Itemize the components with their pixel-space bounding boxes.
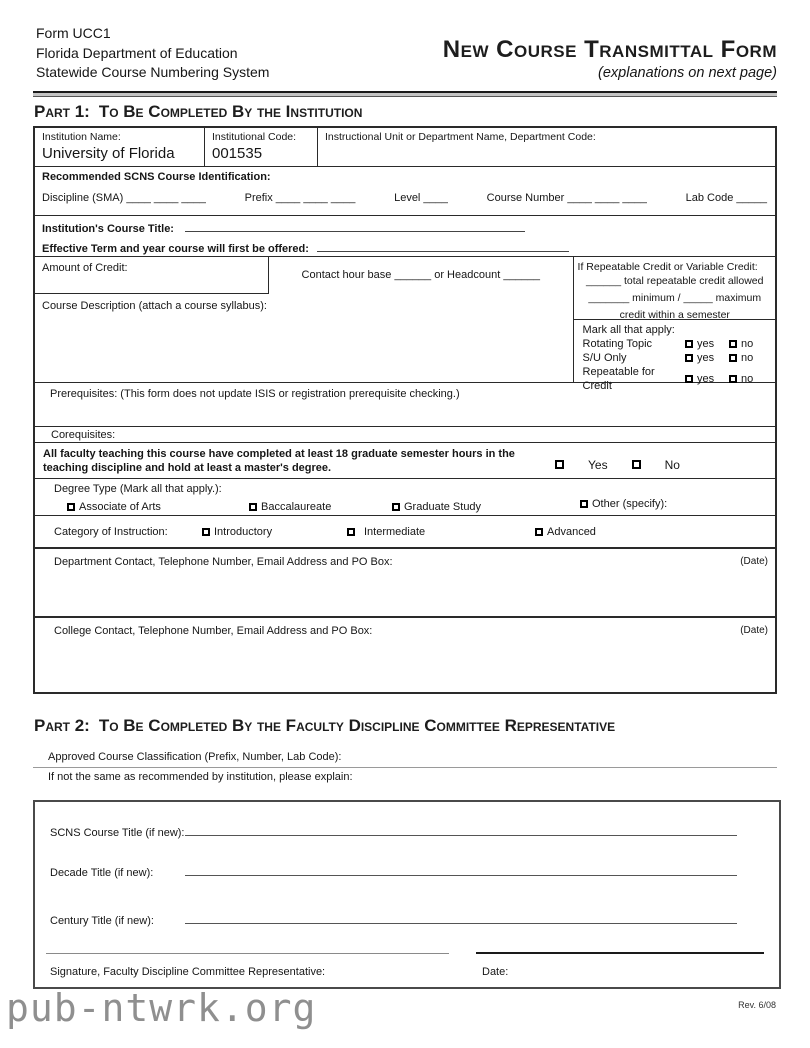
institution-name-cell: [35, 128, 205, 166]
explain-label: If not the same as recommended by institution, please explain:: [48, 771, 353, 783]
advanced-label: Advanced: [547, 525, 596, 538]
signature-label: Signature, Faculty Discipline Committee Representative:: [50, 966, 326, 978]
faculty-statement: All faculty teaching this course have completed at least 18 graduate semester hours in the teaching discipline and hold at least a master's degree.: [43, 448, 515, 474]
scns-id-row: [35, 167, 775, 216]
lab-code-field[interactable]: Lab Code _____: [685, 192, 767, 204]
repeatable-line3: _______ minimum / _____ maximum: [588, 292, 762, 304]
course-description-label: Course Description (attach a course syllabus):: [42, 300, 267, 312]
century-title-field[interactable]: [185, 912, 737, 924]
faculty-no-checkbox[interactable]: [632, 460, 641, 469]
department-label: Instructional Unit or Department Name, Department Code:: [325, 131, 596, 143]
intermediate-label: Intermediate: [364, 525, 426, 538]
level-field[interactable]: Level ____: [394, 192, 448, 204]
mark-all-box: [574, 320, 775, 393]
part1-title: To Be Completed By the Institution: [98, 102, 363, 121]
department-date-label: (Date): [740, 556, 768, 567]
scns-course-title-field[interactable]: [185, 824, 737, 836]
part1-table: [33, 126, 777, 694]
approved-classification-label: Approved Course Classification (Prefix, Number, Lab Code):: [48, 751, 342, 763]
approved-classification-block: [33, 751, 777, 783]
form-id: Form UCC1: [36, 25, 111, 41]
part2-label: Part 2:: [34, 716, 90, 735]
rotating-topic-no-checkbox[interactable]: [729, 340, 737, 348]
credit-row: [35, 257, 573, 294]
faculty-no-label: No: [664, 457, 680, 472]
credit-left-section: [35, 257, 574, 382]
department-contact-label: Department Contact, Telephone Number, Email Address and PO Box:: [54, 556, 393, 568]
century-title-row: [50, 912, 737, 927]
org-name: Florida Department of Education: [36, 44, 238, 61]
institution-row: [35, 128, 775, 167]
credit-description-row: [35, 257, 775, 392]
approved-classification-field[interactable]: [33, 767, 777, 768]
org-system: Statewide Course Numbering System: [36, 64, 270, 80]
yes-label: yes: [697, 352, 715, 364]
scns-id-label: Recommended SCNS Course Identification:: [42, 171, 271, 183]
associate-of-arts-checkbox[interactable]: [67, 503, 75, 511]
graduate-study-checkbox[interactable]: [392, 503, 400, 511]
signature-field[interactable]: [46, 953, 449, 954]
part2-heading: [34, 716, 615, 736]
no-label: no: [741, 338, 754, 350]
graduate-study-label: Graduate Study: [404, 501, 482, 513]
scns-id-fields: [42, 192, 767, 204]
repeatable-credit-row: [583, 365, 769, 393]
header-rule: [33, 91, 777, 97]
baccalaureate-checkbox[interactable]: [249, 503, 257, 511]
header-right: [443, 36, 777, 81]
titles-row: [35, 216, 775, 257]
faculty-yes-checkbox[interactable]: [555, 460, 564, 469]
contact-hour-label: Contact hour base ______ or Headcount ______: [301, 269, 541, 281]
other-specify-checkbox[interactable]: [580, 500, 588, 508]
scns-course-title-row: [50, 824, 737, 839]
category-row: [35, 516, 775, 549]
amount-of-credit-cell[interactable]: [35, 257, 269, 294]
faculty-yes-label: Yes: [588, 457, 608, 472]
repeatable-credit-box[interactable]: [574, 257, 775, 320]
su-only-row: [583, 351, 769, 365]
part1-heading: [34, 102, 362, 122]
discipline-field[interactable]: Discipline (SMA) ____ ____ ____: [42, 192, 206, 204]
institution-name-value[interactable]: University of Florida: [42, 145, 175, 162]
introductory-label: Introductory: [214, 525, 273, 538]
part1-label: Part 1:: [34, 102, 90, 121]
faculty-yes-no: [547, 451, 696, 478]
no-label: no: [741, 352, 754, 364]
yes-label: yes: [697, 338, 715, 350]
department-contact-row[interactable]: [35, 549, 775, 618]
su-only-yes-checkbox[interactable]: [685, 354, 693, 362]
intermediate-checkbox[interactable]: [347, 528, 355, 536]
yes-label: yes: [697, 373, 715, 385]
degree-type-label: Degree Type (Mark all that apply.):: [54, 483, 222, 495]
effective-term-field[interactable]: [317, 240, 569, 252]
no-label: no: [741, 373, 754, 385]
part2-box: [33, 800, 781, 989]
baccalaureate-label: Baccalaureate: [261, 501, 332, 513]
header-left: [36, 24, 269, 83]
faculty-row: [35, 443, 775, 479]
contact-hour-cell[interactable]: [269, 257, 573, 294]
corequisites-label: Corequisites:: [51, 429, 116, 441]
decade-title-field[interactable]: [185, 864, 737, 876]
course-title-field[interactable]: [185, 220, 525, 232]
effective-term-label: Effective Term and year course will first be offered:: [42, 243, 309, 255]
mark-all-title: Mark all that apply:: [582, 324, 675, 336]
rotating-topic-row: [583, 337, 769, 351]
corequisites-row[interactable]: [35, 427, 775, 443]
repeatable-for-credit-label: Repeatable for Credit: [582, 366, 655, 392]
degree-type-options: [35, 497, 775, 513]
course-number-field[interactable]: Course Number ____ ____ ____: [486, 192, 647, 204]
repeatable-credit-no-checkbox[interactable]: [729, 375, 737, 383]
rotating-topic-label: Rotating Topic: [582, 338, 653, 350]
institution-name-label: Institution Name:: [42, 131, 121, 143]
other-specify-label: Other (specify):: [592, 497, 668, 510]
prerequisites-label: Prerequisites: (This form does not update ISIS or registration prerequisite checking.): [50, 388, 460, 400]
associate-of-arts-label: Associate of Arts: [79, 501, 161, 513]
form-subtitle: (explanations on next page): [598, 65, 777, 81]
advanced-checkbox[interactable]: [535, 528, 543, 536]
signature-labels: [50, 966, 769, 978]
college-date-label: (Date): [740, 625, 768, 636]
repeatable-line2: ______ total repeatable credit allowed: [586, 275, 764, 287]
part2-title: To Be Completed By the Faculty Discipline Committee Representative: [98, 716, 616, 735]
su-only-no-checkbox[interactable]: [729, 354, 737, 362]
college-contact-label: College Contact, Telephone Number, Email Address and PO Box:: [54, 625, 373, 637]
institutional-code-value[interactable]: 001535: [212, 145, 263, 162]
repeatable-column: [574, 257, 775, 392]
date-label: Date:: [482, 966, 509, 978]
category-label: Category of Instruction:: [54, 525, 168, 538]
repeatable-line1: If Repeatable Credit or Variable Credit:: [577, 261, 758, 273]
amount-of-credit-label: Amount of Credit:: [42, 262, 128, 274]
scns-course-title-label: SCNS Course Title (if new):: [50, 827, 185, 839]
introductory-checkbox[interactable]: [202, 528, 210, 536]
repeatable-credit-yes-checkbox[interactable]: [685, 375, 693, 383]
su-only-label: S/U Only: [582, 352, 627, 364]
course-title-label: Institution's Course Title:: [42, 223, 174, 235]
prefix-field[interactable]: Prefix ____ ____ ____: [244, 192, 356, 204]
revision-label: Rev. 6/08: [738, 1000, 776, 1010]
decade-title-label: Decade Title (if new):: [50, 867, 154, 879]
department-cell[interactable]: [318, 128, 775, 166]
watermark-text: pub-ntwrk.org: [6, 986, 317, 1030]
institutional-code-label: Institutional Code:: [212, 131, 297, 143]
institutional-code-cell: [205, 128, 318, 166]
century-title-label: Century Title (if new):: [50, 915, 154, 927]
repeatable-line4: credit within a semester: [619, 309, 730, 321]
date-field[interactable]: [476, 952, 764, 954]
course-description-cell[interactable]: [35, 294, 573, 382]
decade-title-row: [50, 864, 737, 879]
form-title: New Course Transmittal Form: [442, 36, 777, 63]
college-contact-row[interactable]: [35, 618, 775, 692]
degree-type-row: [35, 479, 775, 516]
rotating-topic-yes-checkbox[interactable]: [685, 340, 693, 348]
